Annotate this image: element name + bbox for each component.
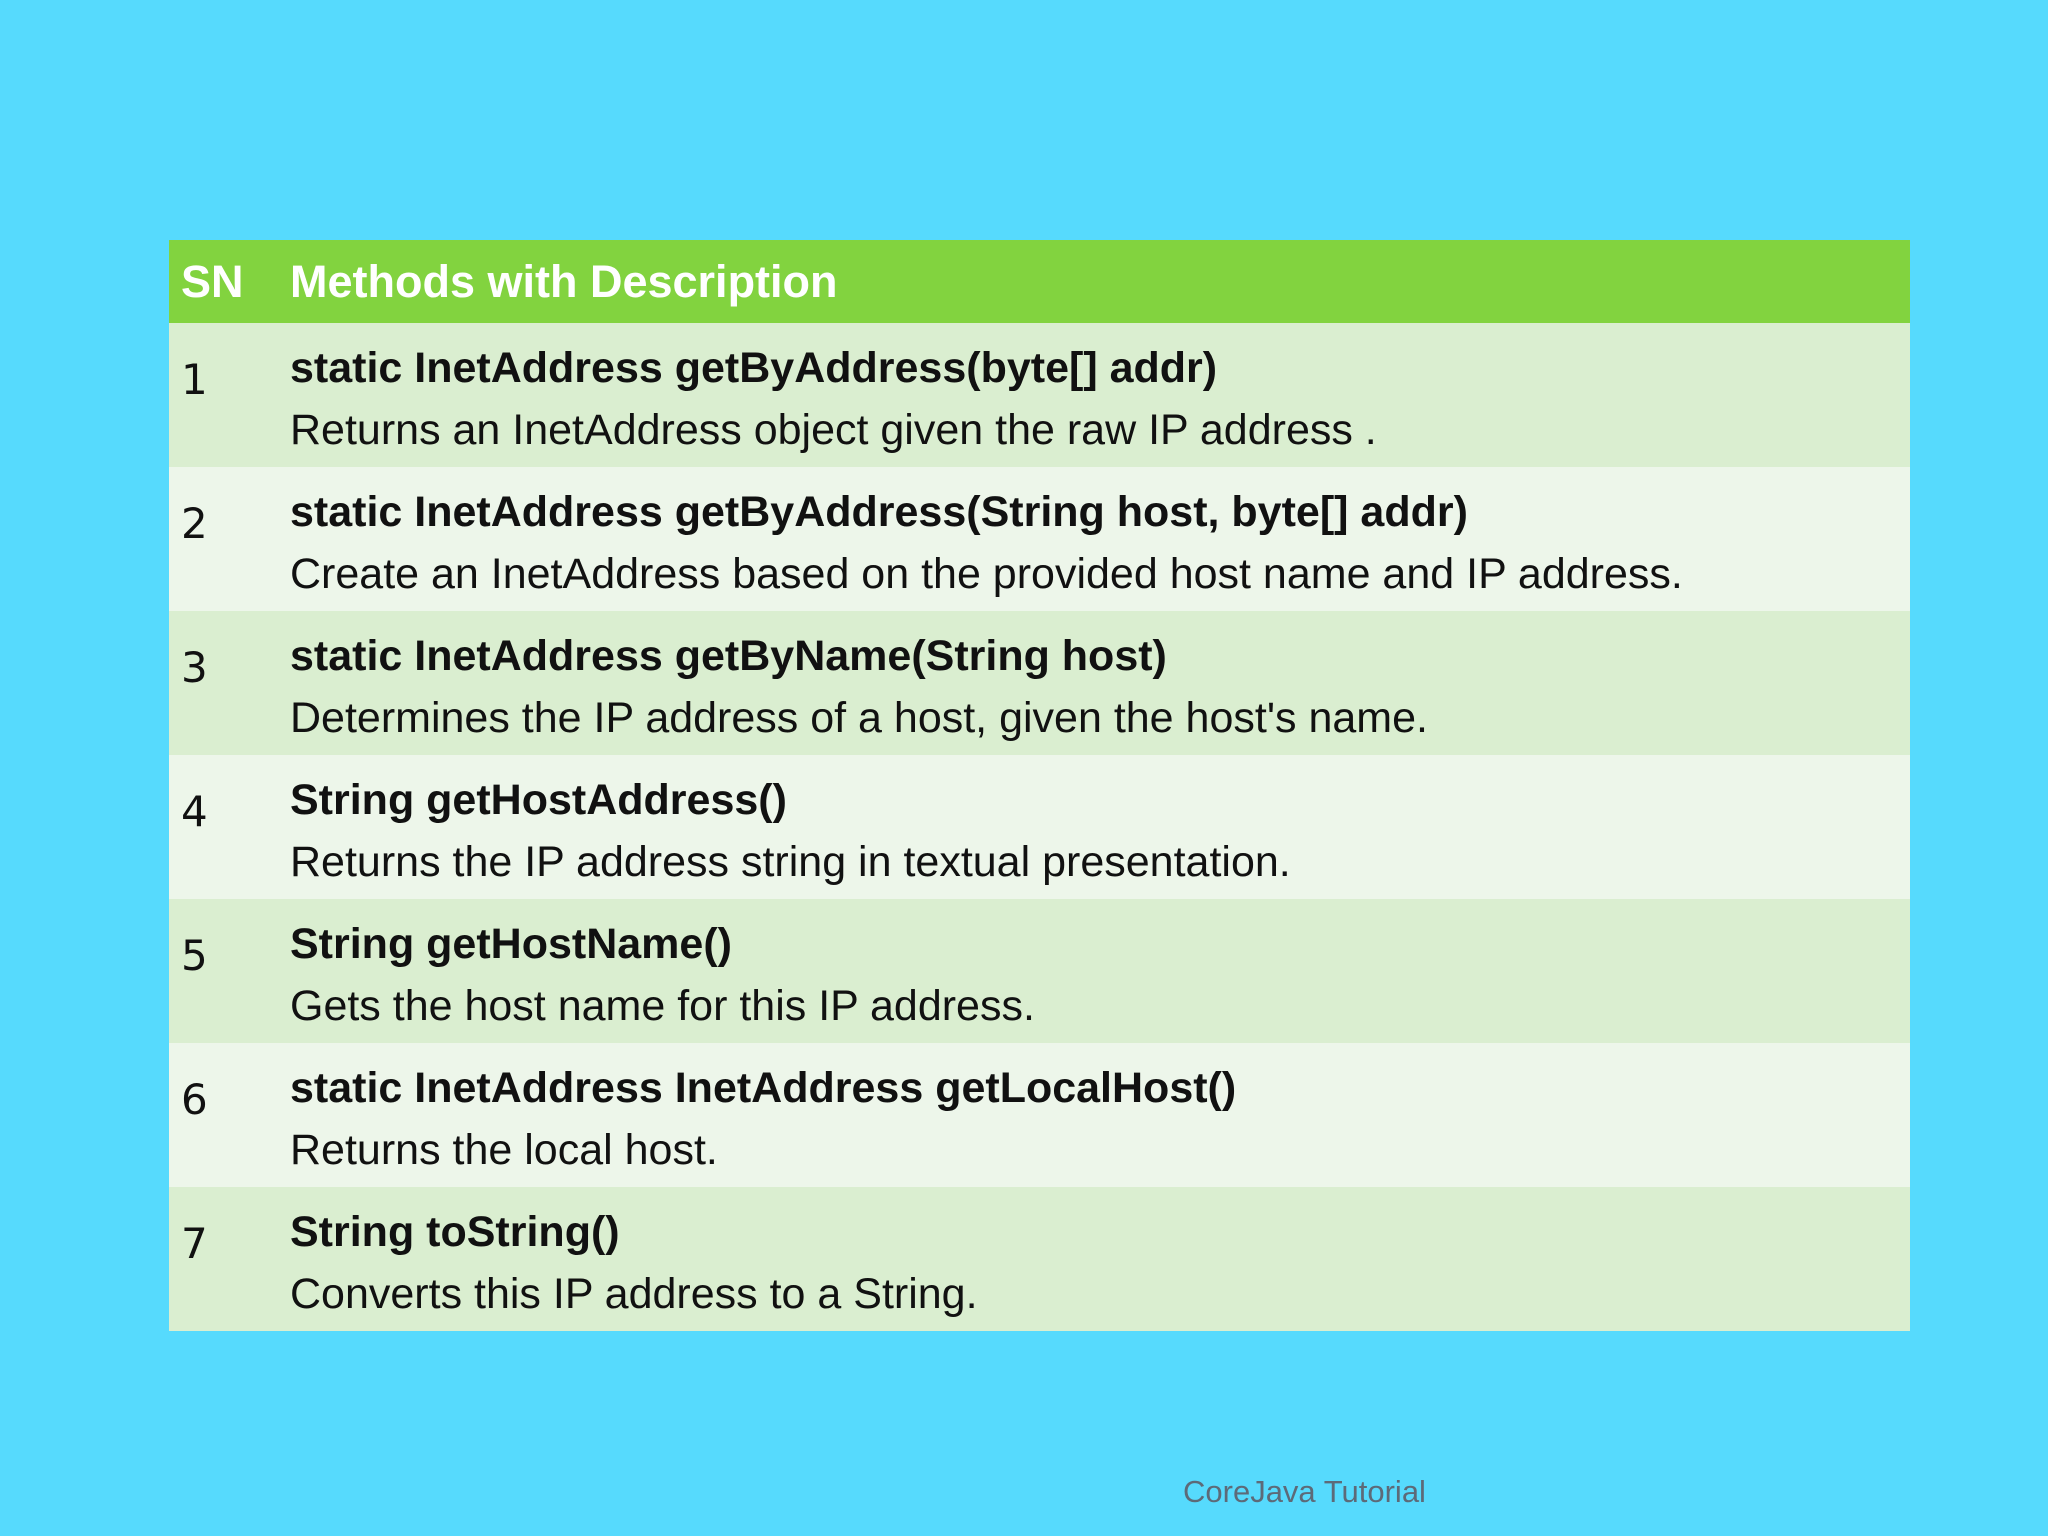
row-number: 1: [181, 355, 208, 404]
method-signature: String getHostName(): [290, 920, 732, 968]
method-signature: static InetAddress InetAddress getLocalHost(): [290, 1064, 1237, 1112]
row-content: [290, 1057, 1910, 1187]
method-signature: static InetAddress getByName(String host): [290, 632, 1167, 680]
row-number: 6: [181, 1075, 208, 1124]
table-row: [169, 611, 1910, 755]
method-signature: String toString(): [290, 1208, 620, 1256]
method-signature: static InetAddress getByAddress(String host, byte[] addr): [290, 488, 1468, 536]
table-row: [169, 755, 1910, 899]
row-number: 2: [181, 499, 208, 548]
row-number: 7: [181, 1219, 208, 1268]
method-description: Returns the IP address string in textual presentation.: [290, 838, 1291, 886]
row-content: [290, 481, 1910, 611]
method-description: Gets the host name for this IP address.: [290, 982, 1035, 1030]
row-content: [290, 913, 1910, 1043]
row-number: 5: [181, 931, 208, 980]
method-signature: static InetAddress getByAddress(byte[] addr): [290, 344, 1218, 392]
row-content: [290, 1201, 1910, 1331]
method-description: Returns an InetAddress object given the raw IP address .: [290, 406, 1377, 454]
method-description: Create an InetAddress based on the provided host name and IP address.: [290, 550, 1683, 598]
method-description: Converts this IP address to a String.: [290, 1270, 978, 1318]
header-sn: SN: [181, 255, 244, 307]
row-number: 3: [181, 643, 208, 692]
header-title: Methods with Description: [290, 255, 838, 307]
table-row: [169, 899, 1910, 1043]
method-signature: String getHostAddress(): [290, 776, 787, 824]
row-number: 4: [181, 787, 208, 836]
table-row: [169, 323, 1910, 467]
table-row: [169, 1187, 1910, 1331]
row-content: [290, 337, 1910, 467]
footer-text: CoreJava Tutorial: [1183, 1474, 1426, 1509]
methods-table: [169, 240, 1910, 1331]
table-row: [169, 1043, 1910, 1187]
row-content: [290, 769, 1910, 899]
method-description: Determines the IP address of a host, given the host's name.: [290, 694, 1428, 742]
method-description: Returns the local host.: [290, 1126, 718, 1174]
row-content: [290, 625, 1910, 755]
table-header: [169, 240, 1910, 323]
table-row: [169, 467, 1910, 611]
